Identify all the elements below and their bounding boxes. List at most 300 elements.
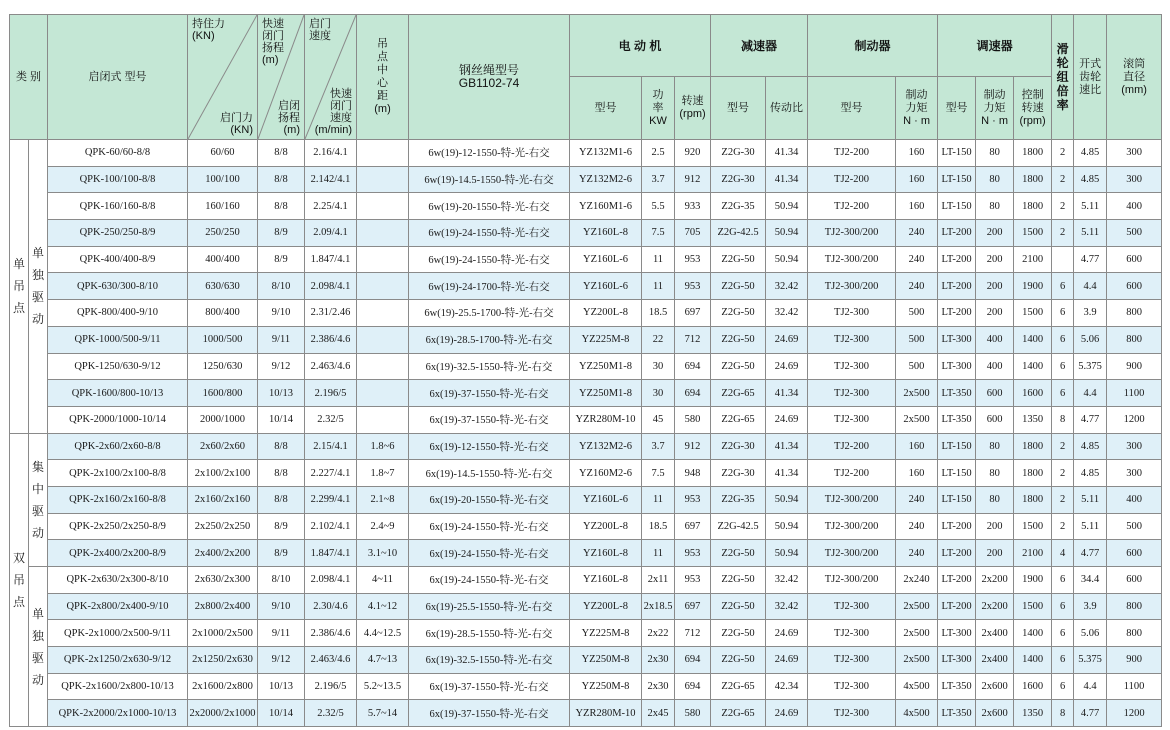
cell-pulley-ratio: 6 [1052, 620, 1074, 647]
cell-force: 2x60/2x60 [188, 433, 258, 460]
header-reducer-ratio: 传动比 [766, 77, 808, 140]
cell-force: 2x250/2x250 [188, 513, 258, 540]
header-drum-diameter: 滚筒 直径 (mm) [1107, 15, 1162, 140]
cell-gear-ratio: 4.77 [1074, 246, 1107, 273]
cell-force: 2x1250/2x630 [188, 647, 258, 674]
cell-reducer-ratio: 41.34 [766, 460, 808, 487]
cell-model: QPK-2x100/2x100-8/8 [48, 460, 188, 487]
cell-governor-torque: 200 [976, 220, 1014, 247]
cell-drum-diameter: 600 [1107, 246, 1162, 273]
cell-motor-speed: 705 [675, 220, 711, 247]
cell-pulley-ratio: 6 [1052, 647, 1074, 674]
cell-motor-power: 18.5 [642, 300, 675, 327]
cell-reducer-model: Z2G-42.5 [711, 513, 766, 540]
header-brake-model: 型号 [808, 77, 896, 140]
cell-brake-torque: 160 [896, 433, 938, 460]
cell-brake-model: TJ2-300 [808, 673, 896, 700]
cell-governor-model: LT-300 [938, 620, 976, 647]
cell-lift: 8/9 [258, 246, 305, 273]
cell-governor-model: LT-200 [938, 567, 976, 594]
cell-center-distance: 1.8~7 [357, 460, 409, 487]
cell-lift: 10/13 [258, 380, 305, 407]
cell-governor-model: LT-350 [938, 380, 976, 407]
cell-speed: 1.847/4.1 [305, 540, 357, 567]
cell-brake-torque: 160 [896, 193, 938, 220]
group-double-independent-drive: 单 独 驱 动 [29, 567, 48, 727]
cell-gear-ratio: 4.85 [1074, 140, 1107, 167]
cell-model: QPK-1250/630-9/12 [48, 353, 188, 380]
cell-reducer-model: Z2G-30 [711, 166, 766, 193]
cell-governor-torque: 80 [976, 166, 1014, 193]
cell-motor-power: 7.5 [642, 460, 675, 487]
table-row [10, 620, 1162, 647]
cell-center-distance: 2.4~9 [357, 513, 409, 540]
table-row [10, 567, 1162, 594]
cell-governor-speed: 1400 [1014, 647, 1052, 674]
cell-motor-power: 2x18.5 [642, 593, 675, 620]
cell-governor-model: LT-200 [938, 513, 976, 540]
cell-motor-model: YZ160L-8 [570, 220, 642, 247]
cell-brake-torque: 240 [896, 246, 938, 273]
cell-governor-torque: 80 [976, 486, 1014, 513]
cell-governor-speed: 1900 [1014, 273, 1052, 300]
cell-model: QPK-2x630/2x300-8/10 [48, 567, 188, 594]
cell-model: QPK-2x400/2x200-8/9 [48, 540, 188, 567]
cell-force: 1600/800 [188, 380, 258, 407]
cell-center-distance: 4~11 [357, 567, 409, 594]
cell-lift: 9/12 [258, 353, 305, 380]
cell-governor-torque: 80 [976, 193, 1014, 220]
cell-drum-diameter: 900 [1107, 353, 1162, 380]
cell-brake-model: TJ2-200 [808, 460, 896, 487]
cell-governor-model: LT-200 [938, 220, 976, 247]
cell-governor-speed: 1500 [1014, 513, 1052, 540]
cell-pulley-ratio: 2 [1052, 460, 1074, 487]
cell-motor-speed: 912 [675, 433, 711, 460]
cell-motor-speed: 694 [675, 380, 711, 407]
header-governor: 调速器 [938, 15, 1052, 77]
cell-model: QPK-400/400-8/9 [48, 246, 188, 273]
cell-rope: 6x(19)-32.5-1550-特-光-右交 [409, 647, 570, 674]
cell-governor-speed: 2100 [1014, 246, 1052, 273]
cell-governor-torque: 200 [976, 300, 1014, 327]
cell-governor-torque: 2x600 [976, 673, 1014, 700]
cell-motor-power: 7.5 [642, 220, 675, 247]
cell-drum-diameter: 800 [1107, 593, 1162, 620]
cell-speed: 2.15/4.1 [305, 433, 357, 460]
cell-reducer-model: Z2G-50 [711, 540, 766, 567]
cell-motor-power: 11 [642, 273, 675, 300]
cell-reducer-model: Z2G-50 [711, 273, 766, 300]
cell-motor-model: YZR280M-10 [570, 406, 642, 433]
cell-motor-power: 3.7 [642, 166, 675, 193]
cell-brake-model: TJ2-300 [808, 300, 896, 327]
cell-motor-speed: 697 [675, 300, 711, 327]
cell-speed: 2.098/4.1 [305, 567, 357, 594]
cell-brake-torque: 2x500 [896, 620, 938, 647]
cell-speed: 2.25/4.1 [305, 193, 357, 220]
cell-governor-speed: 1400 [1014, 326, 1052, 353]
cell-motor-model: YZ132M2-6 [570, 166, 642, 193]
cell-drum-diameter: 800 [1107, 620, 1162, 647]
cell-governor-speed: 1600 [1014, 380, 1052, 407]
cell-governor-model: LT-200 [938, 246, 976, 273]
cell-pulley-ratio [1052, 246, 1074, 273]
cell-governor-speed: 1500 [1014, 593, 1052, 620]
cell-reducer-ratio: 41.34 [766, 166, 808, 193]
cell-model: QPK-2x2000/2x1000-10/13 [48, 700, 188, 727]
cell-speed: 2.098/4.1 [305, 273, 357, 300]
cell-lift: 10/14 [258, 406, 305, 433]
cell-gear-ratio: 5.06 [1074, 326, 1107, 353]
cell-rope: 6x(19)-28.5-1550-特-光-右交 [409, 620, 570, 647]
cell-reducer-model: Z2G-65 [711, 380, 766, 407]
cell-brake-torque: 240 [896, 540, 938, 567]
cell-brake-model: TJ2-300 [808, 380, 896, 407]
cell-governor-torque: 2x400 [976, 647, 1014, 674]
cell-rope: 6w(19)-24-1700-特-光-右交 [409, 273, 570, 300]
cell-governor-model: LT-150 [938, 166, 976, 193]
cell-governor-model: LT-150 [938, 460, 976, 487]
cell-brake-torque: 2x500 [896, 406, 938, 433]
cell-motor-speed: 712 [675, 620, 711, 647]
cell-gear-ratio: 4.77 [1074, 700, 1107, 727]
cell-model: QPK-800/400-9/10 [48, 300, 188, 327]
cell-brake-torque: 500 [896, 353, 938, 380]
cell-governor-speed: 1800 [1014, 140, 1052, 167]
cell-reducer-model: Z2G-65 [711, 406, 766, 433]
cell-governor-model: LT-150 [938, 140, 976, 167]
cell-reducer-ratio: 32.42 [766, 300, 808, 327]
group-double-lift-point: 双 吊 点 [10, 433, 29, 727]
cell-reducer-ratio: 24.69 [766, 353, 808, 380]
cell-governor-model: LT-350 [938, 406, 976, 433]
table-row [10, 380, 1162, 407]
cell-model: QPK-2x1000/2x500-9/11 [48, 620, 188, 647]
cell-drum-diameter: 300 [1107, 140, 1162, 167]
cell-governor-model: LT-150 [938, 193, 976, 220]
cell-force: 2x100/2x100 [188, 460, 258, 487]
header-rope: 钢丝绳型号 GB1102-74 [409, 15, 570, 140]
table-row [10, 273, 1162, 300]
cell-rope: 6w(19)-12-1550-特-光-右交 [409, 140, 570, 167]
cell-motor-model: YZ225M-8 [570, 326, 642, 353]
header-brake: 制动器 [808, 15, 938, 77]
cell-governor-model: LT-200 [938, 540, 976, 567]
cell-motor-speed: 953 [675, 486, 711, 513]
cell-rope: 6x(19)-37-1550-特-光-右交 [409, 380, 570, 407]
cell-governor-torque: 400 [976, 353, 1014, 380]
cell-model: QPK-2x1600/2x800-10/13 [48, 673, 188, 700]
cell-reducer-model: Z2G-65 [711, 700, 766, 727]
cell-lift: 9/10 [258, 593, 305, 620]
cell-reducer-ratio: 32.42 [766, 593, 808, 620]
header-governor-speed: 控制 转速 (rpm) [1014, 77, 1052, 140]
cell-motor-model: YZ160L-6 [570, 246, 642, 273]
cell-lift: 8/8 [258, 433, 305, 460]
header-brake-torque: 制动 力矩 N · m [896, 77, 938, 140]
cell-pulley-ratio: 2 [1052, 486, 1074, 513]
cell-governor-model: LT-200 [938, 300, 976, 327]
cell-lift: 8/9 [258, 220, 305, 247]
cell-gear-ratio: 34.4 [1074, 567, 1107, 594]
cell-motor-speed: 953 [675, 567, 711, 594]
cell-lift: 8/10 [258, 567, 305, 594]
cell-center-distance [357, 406, 409, 433]
cell-model: QPK-100/100-8/8 [48, 166, 188, 193]
cell-rope: 6w(19)-14.5-1550-特-光-右交 [409, 166, 570, 193]
cell-reducer-ratio: 24.69 [766, 620, 808, 647]
cell-pulley-ratio: 8 [1052, 406, 1074, 433]
cell-governor-speed: 1400 [1014, 353, 1052, 380]
header-motor-speed: 转速 (rpm) [675, 77, 711, 140]
cell-brake-model: TJ2-300/200 [808, 273, 896, 300]
cell-gear-ratio: 5.11 [1074, 513, 1107, 540]
cell-rope: 6x(19)-25.5-1550-特-光-右交 [409, 593, 570, 620]
cell-gear-ratio: 5.375 [1074, 353, 1107, 380]
cell-lift: 8/8 [258, 460, 305, 487]
cell-brake-model: TJ2-300 [808, 593, 896, 620]
header-lift [258, 15, 305, 140]
table-row [10, 486, 1162, 513]
cell-force: 160/160 [188, 193, 258, 220]
cell-brake-model: TJ2-200 [808, 193, 896, 220]
header-motor-power: 功 率 KW [642, 77, 675, 140]
cell-lift: 10/14 [258, 700, 305, 727]
cell-drum-diameter: 1100 [1107, 380, 1162, 407]
cell-center-distance [357, 140, 409, 167]
cell-governor-torque: 200 [976, 513, 1014, 540]
cell-pulley-ratio: 2 [1052, 166, 1074, 193]
header-governor-torque: 制动 力矩 N · m [976, 77, 1014, 140]
cell-motor-speed: 953 [675, 273, 711, 300]
cell-governor-speed: 1800 [1014, 166, 1052, 193]
header-force-bottom: 启门力 (KN) [220, 112, 253, 136]
cell-brake-torque: 160 [896, 140, 938, 167]
cell-gear-ratio: 5.375 [1074, 647, 1107, 674]
cell-drum-diameter: 1200 [1107, 700, 1162, 727]
cell-force: 2x1000/2x500 [188, 620, 258, 647]
cell-gear-ratio: 4.4 [1074, 673, 1107, 700]
header-reducer-model: 型号 [711, 77, 766, 140]
cell-motor-model: YZ160M1-6 [570, 193, 642, 220]
cell-motor-power: 22 [642, 326, 675, 353]
cell-force: 1250/630 [188, 353, 258, 380]
cell-model: QPK-1000/500-9/11 [48, 326, 188, 353]
cell-rope: 6x(19)-37-1550-特-光-右交 [409, 673, 570, 700]
cell-lift: 9/11 [258, 326, 305, 353]
cell-gear-ratio: 5.11 [1074, 220, 1107, 247]
cell-governor-speed: 1400 [1014, 620, 1052, 647]
table-row [10, 246, 1162, 273]
cell-rope: 6x(19)-32.5-1550-特-光-右交 [409, 353, 570, 380]
cell-brake-torque: 160 [896, 166, 938, 193]
cell-reducer-ratio: 41.34 [766, 433, 808, 460]
cell-reducer-model: Z2G-50 [711, 353, 766, 380]
cell-center-distance [357, 193, 409, 220]
cell-speed: 2.142/4.1 [305, 166, 357, 193]
cell-drum-diameter: 800 [1107, 300, 1162, 327]
cell-speed: 2.09/4.1 [305, 220, 357, 247]
cell-motor-power: 2x45 [642, 700, 675, 727]
table-row [10, 220, 1162, 247]
cell-pulley-ratio: 4 [1052, 540, 1074, 567]
cell-reducer-ratio: 41.34 [766, 380, 808, 407]
group-single-independent-drive: 单 独 驱 动 [29, 140, 48, 434]
cell-pulley-ratio: 6 [1052, 326, 1074, 353]
cell-brake-model: TJ2-300/200 [808, 246, 896, 273]
header-center-distance: 吊 点 中 心 距 (m) [357, 15, 409, 140]
cell-motor-model: YZ250M1-8 [570, 353, 642, 380]
table-row [10, 193, 1162, 220]
spec-table [9, 14, 1162, 727]
cell-force: 60/60 [188, 140, 258, 167]
cell-reducer-model: Z2G-50 [711, 567, 766, 594]
cell-governor-torque: 200 [976, 540, 1014, 567]
table-row [10, 460, 1162, 487]
cell-gear-ratio: 3.9 [1074, 300, 1107, 327]
cell-reducer-ratio: 24.69 [766, 700, 808, 727]
cell-reducer-model: Z2G-30 [711, 433, 766, 460]
cell-brake-torque: 240 [896, 486, 938, 513]
cell-brake-model: TJ2-300/200 [808, 513, 896, 540]
cell-governor-torque: 2x200 [976, 567, 1014, 594]
cell-brake-model: TJ2-300 [808, 647, 896, 674]
cell-brake-torque: 2x240 [896, 567, 938, 594]
cell-model: QPK-2x60/2x60-8/8 [48, 433, 188, 460]
table-row [10, 700, 1162, 727]
cell-force: 2000/1000 [188, 406, 258, 433]
cell-motor-model: YZ250M-8 [570, 647, 642, 674]
cell-speed: 2.463/4.6 [305, 647, 357, 674]
cell-lift: 8/8 [258, 193, 305, 220]
cell-reducer-model: Z2G-50 [711, 246, 766, 273]
cell-brake-model: TJ2-300 [808, 353, 896, 380]
cell-brake-model: TJ2-300 [808, 406, 896, 433]
cell-brake-torque: 240 [896, 220, 938, 247]
cell-force: 2x160/2x160 [188, 486, 258, 513]
cell-speed: 2.31/2.46 [305, 300, 357, 327]
cell-governor-torque: 200 [976, 273, 1014, 300]
cell-reducer-model: Z2G-50 [711, 593, 766, 620]
header-motor-model: 型号 [570, 77, 642, 140]
cell-center-distance: 2.1~8 [357, 486, 409, 513]
cell-speed: 2.30/4.6 [305, 593, 357, 620]
cell-motor-model: YZ160L-8 [570, 567, 642, 594]
cell-speed: 2.32/5 [305, 406, 357, 433]
cell-governor-model: LT-200 [938, 273, 976, 300]
cell-drum-diameter: 1200 [1107, 406, 1162, 433]
cell-brake-model: TJ2-200 [808, 166, 896, 193]
cell-reducer-model: Z2G-35 [711, 486, 766, 513]
table-row [10, 406, 1162, 433]
cell-force: 630/630 [188, 273, 258, 300]
cell-pulley-ratio: 6 [1052, 673, 1074, 700]
cell-speed: 2.227/4.1 [305, 460, 357, 487]
cell-center-distance: 4.4~12.5 [357, 620, 409, 647]
cell-motor-speed: 953 [675, 540, 711, 567]
cell-reducer-model: Z2G-50 [711, 326, 766, 353]
cell-motor-power: 11 [642, 486, 675, 513]
cell-lift: 8/8 [258, 486, 305, 513]
header-pulley-ratio: 滑 轮 组 倍 率 [1052, 15, 1074, 140]
cell-brake-torque: 240 [896, 513, 938, 540]
cell-motor-power: 2.5 [642, 140, 675, 167]
cell-governor-speed: 1350 [1014, 700, 1052, 727]
cell-pulley-ratio: 6 [1052, 567, 1074, 594]
cell-rope: 6x(19)-12-1550-特-光-右交 [409, 433, 570, 460]
cell-drum-diameter: 900 [1107, 647, 1162, 674]
cell-model: QPK-2000/1000-10/14 [48, 406, 188, 433]
cell-model: QPK-2x800/2x400-9/10 [48, 593, 188, 620]
cell-reducer-ratio: 50.94 [766, 486, 808, 513]
cell-motor-model: YZ160L-8 [570, 540, 642, 567]
header-lift-top: 快速 闭门 扬程 (m) [262, 18, 284, 66]
cell-brake-torque: 240 [896, 273, 938, 300]
table-row [10, 513, 1162, 540]
cell-drum-diameter: 1100 [1107, 673, 1162, 700]
cell-motor-model: YZ160L-6 [570, 273, 642, 300]
cell-reducer-model: Z2G-30 [711, 140, 766, 167]
cell-lift: 9/12 [258, 647, 305, 674]
cell-motor-model: YZ200L-8 [570, 593, 642, 620]
cell-governor-model: LT-300 [938, 326, 976, 353]
cell-force: 250/250 [188, 220, 258, 247]
cell-center-distance [357, 300, 409, 327]
cell-reducer-ratio: 24.69 [766, 647, 808, 674]
table-row [10, 593, 1162, 620]
cell-reducer-ratio: 24.69 [766, 326, 808, 353]
cell-motor-model: YZ200L-8 [570, 300, 642, 327]
cell-governor-speed: 1600 [1014, 673, 1052, 700]
cell-lift: 8/9 [258, 513, 305, 540]
cell-gear-ratio: 4.4 [1074, 273, 1107, 300]
cell-rope: 6x(19)-24-1550-特-光-右交 [409, 513, 570, 540]
cell-lift: 9/10 [258, 300, 305, 327]
cell-governor-speed: 1500 [1014, 220, 1052, 247]
group-double-central-drive: 集 中 驱 动 [29, 433, 48, 566]
cell-motor-speed: 580 [675, 406, 711, 433]
cell-center-distance [357, 220, 409, 247]
header-gear-ratio: 开式 齿轮 速比 [1074, 15, 1107, 140]
cell-motor-speed: 933 [675, 193, 711, 220]
cell-governor-model: LT-150 [938, 433, 976, 460]
cell-brake-torque: 500 [896, 326, 938, 353]
cell-governor-model: LT-350 [938, 673, 976, 700]
cell-speed: 2.386/4.6 [305, 620, 357, 647]
cell-reducer-model: Z2G-42.5 [711, 220, 766, 247]
cell-motor-speed: 694 [675, 647, 711, 674]
cell-brake-model: TJ2-200 [808, 433, 896, 460]
cell-reducer-ratio: 50.94 [766, 246, 808, 273]
cell-reducer-ratio: 50.94 [766, 193, 808, 220]
cell-rope: 6x(19)-24-1550-特-光-右交 [409, 540, 570, 567]
table-row [10, 166, 1162, 193]
cell-motor-power: 2x22 [642, 620, 675, 647]
cell-gear-ratio: 4.85 [1074, 166, 1107, 193]
cell-reducer-ratio: 24.69 [766, 406, 808, 433]
cell-gear-ratio: 4.85 [1074, 460, 1107, 487]
cell-drum-diameter: 600 [1107, 540, 1162, 567]
header-lift-bottom: 启闭 扬程 (m) [278, 100, 300, 136]
cell-pulley-ratio: 6 [1052, 300, 1074, 327]
cell-rope: 6x(19)-28.5-1700-特-光-右交 [409, 326, 570, 353]
cell-motor-power: 45 [642, 406, 675, 433]
cell-center-distance [357, 326, 409, 353]
table-row [10, 647, 1162, 674]
cell-motor-speed: 948 [675, 460, 711, 487]
cell-pulley-ratio: 6 [1052, 593, 1074, 620]
